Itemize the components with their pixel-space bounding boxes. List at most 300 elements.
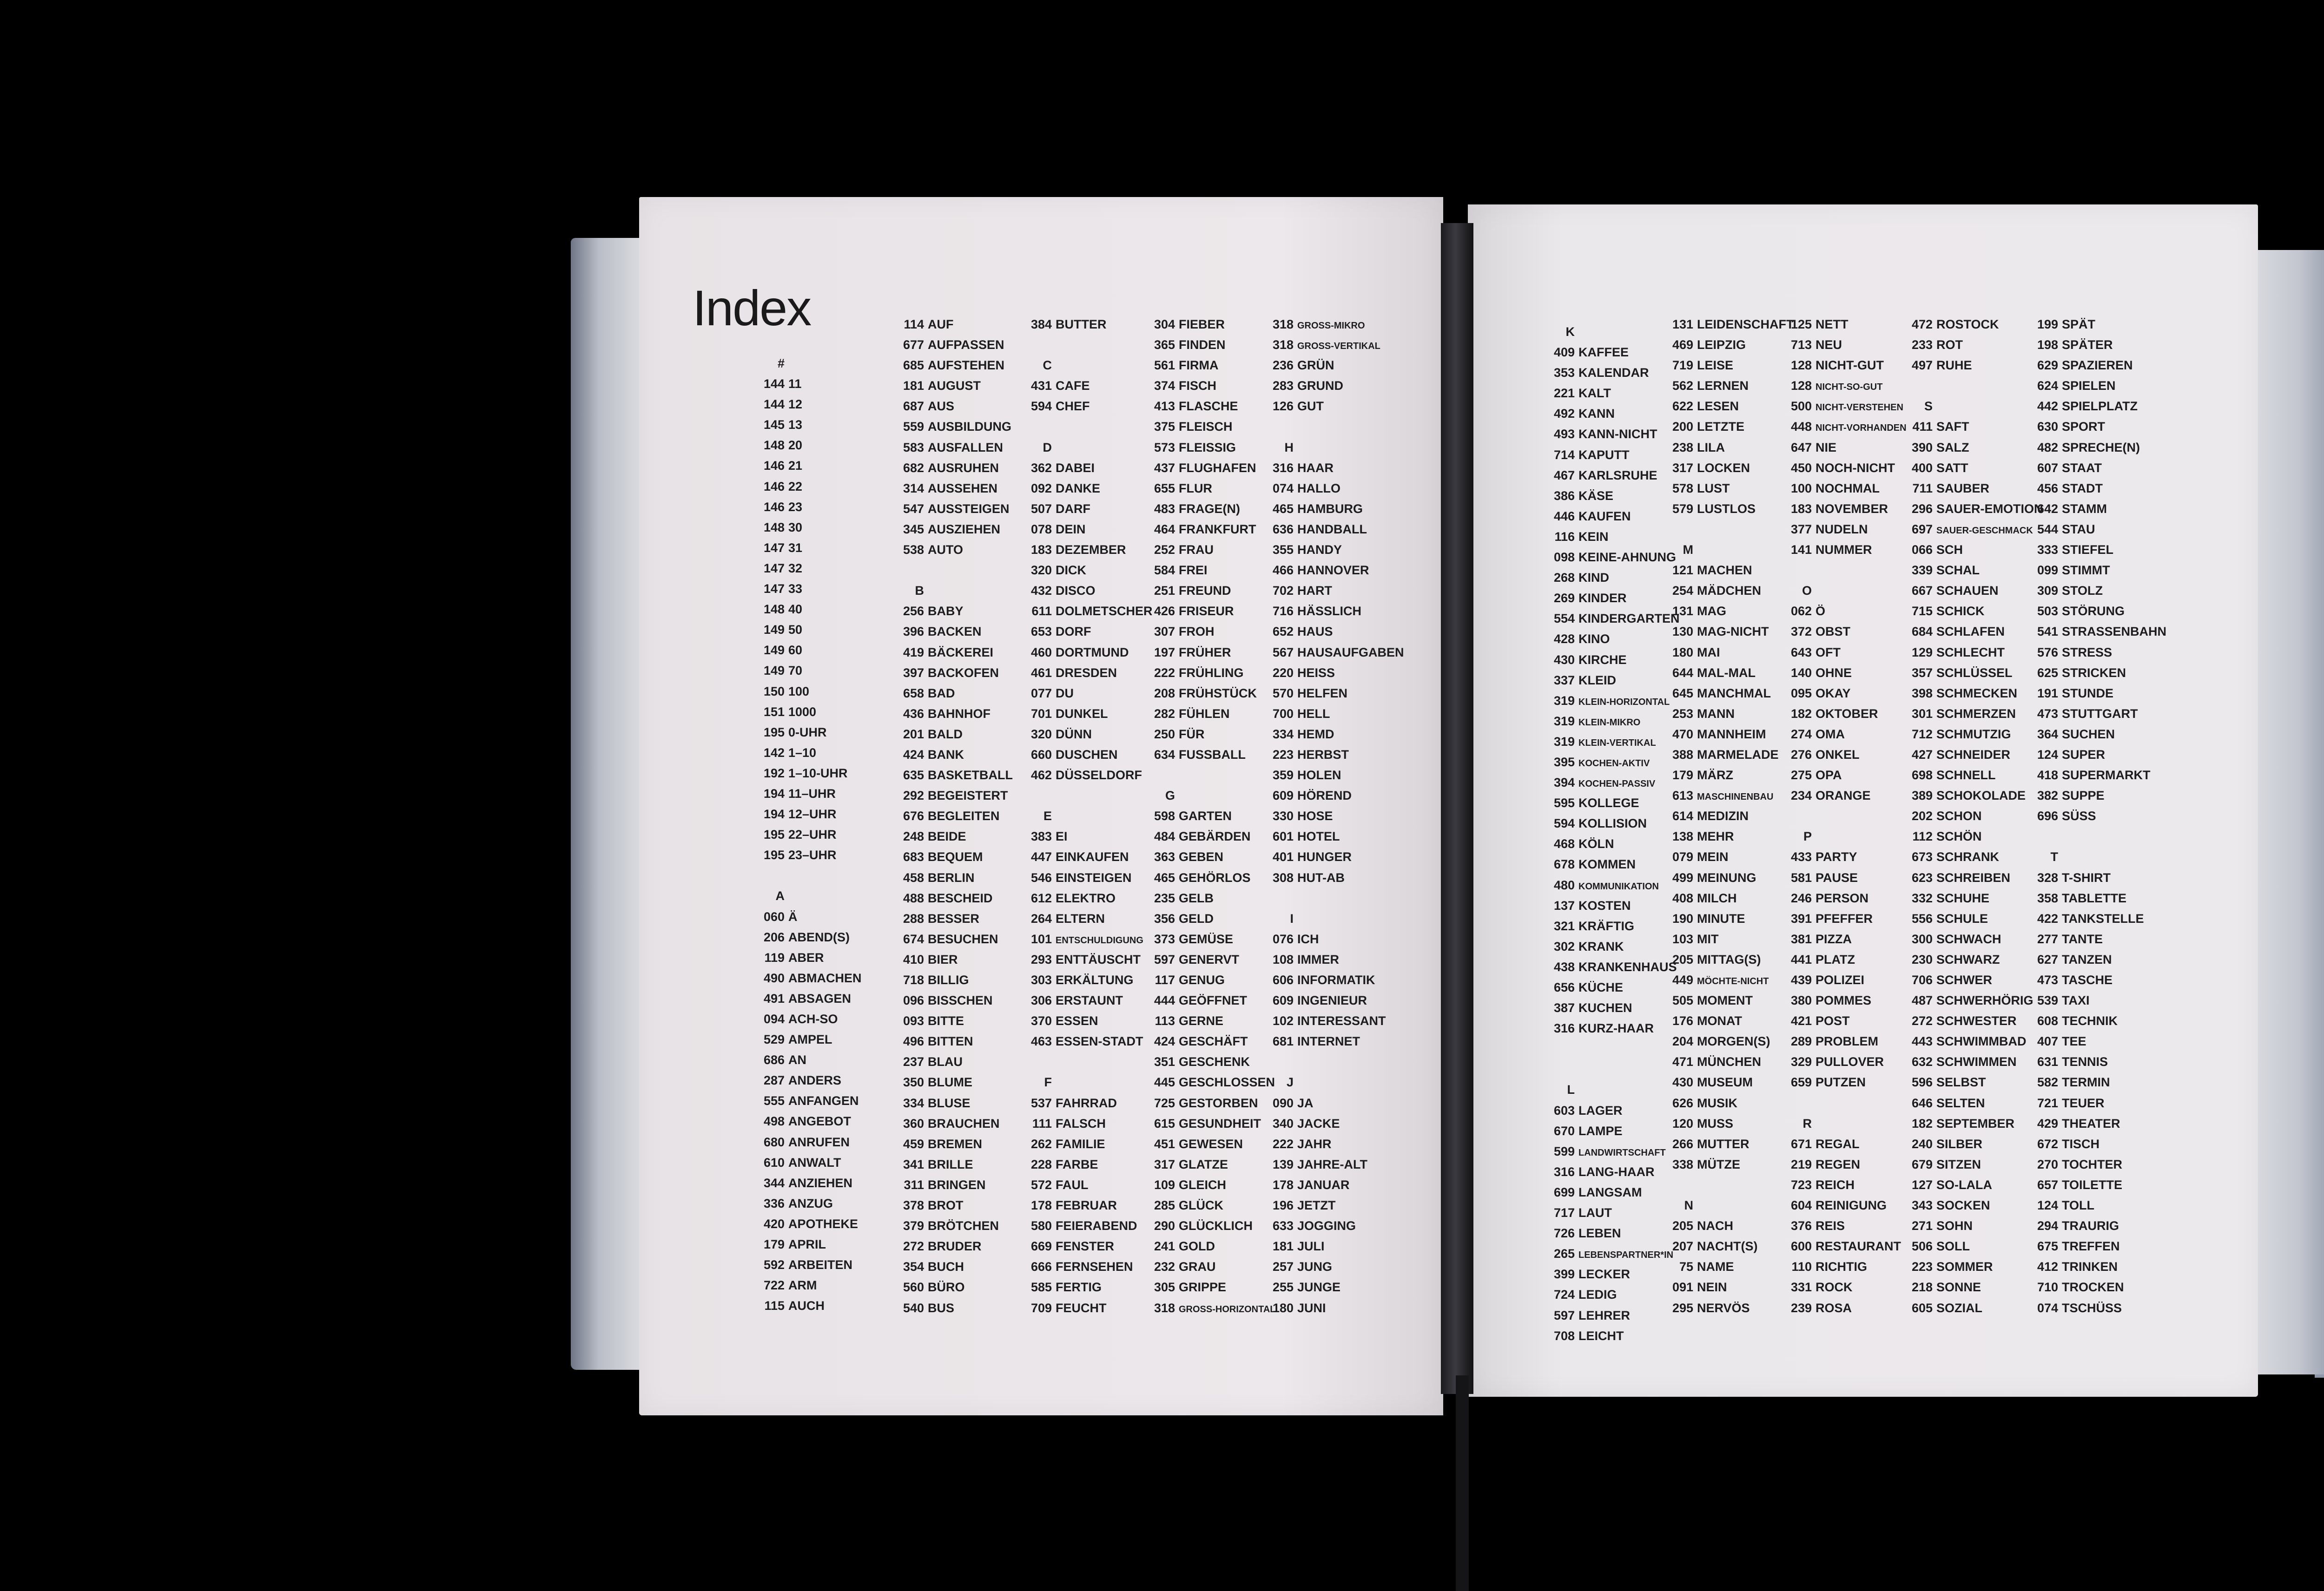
index-entry <box>2027 929 2166 949</box>
entry-number: 75 <box>1679 1260 1693 1274</box>
entry-word: NOCH-NICHT <box>1816 460 1895 475</box>
entry-word: LEBEN <box>1578 1226 1621 1241</box>
entry-word: BÄCKEREI <box>928 645 994 659</box>
entry-number: 726 <box>1553 1226 1575 1241</box>
entry-number: 582 <box>2037 1075 2058 1090</box>
entry-number: 529 <box>763 1032 785 1047</box>
entry-word: SAFT <box>1936 420 1969 434</box>
entry-word: BREMEN <box>928 1137 983 1151</box>
index-entry <box>1780 437 1907 458</box>
index-entry <box>1901 826 2043 847</box>
index-entry <box>753 1132 862 1152</box>
index-entry <box>1143 826 1276 847</box>
entry-number: 682 <box>903 460 924 475</box>
entry-word: BESCHEID <box>928 891 993 905</box>
entry-word: INTERESSANT <box>1297 1014 1386 1028</box>
entry-word: SPRECHE(N) <box>2062 440 2140 454</box>
index-entry <box>1143 499 1276 519</box>
index-entry <box>1262 458 1404 478</box>
index-entry <box>2027 1072 2166 1092</box>
entry-word: GRUND <box>1297 379 1343 393</box>
entry-word: OKAY <box>1816 686 1851 700</box>
entry-number: 116 <box>1554 529 1575 544</box>
index-entry <box>1262 868 1404 888</box>
entry-word: AMPEL <box>788 1032 832 1047</box>
entry-word: DUSCHEN <box>1056 747 1118 762</box>
entry-number: 450 <box>1790 460 1812 475</box>
index-entry <box>2027 499 2166 519</box>
index-entry <box>1901 1154 2043 1175</box>
entry-number: 666 <box>1030 1260 1052 1274</box>
entry-word: FREI <box>1179 563 1208 578</box>
index-entry <box>1020 621 1153 642</box>
index-entry <box>1262 1277 1404 1297</box>
index-entry <box>2027 970 2166 990</box>
entry-number: 603 <box>1553 1103 1575 1118</box>
index-entry <box>1262 826 1404 847</box>
entry-word: ENTSCHULDIGUNG <box>1056 935 1143 946</box>
entry-word: DARF <box>1056 501 1090 516</box>
entry-word: OFT <box>1816 645 1841 659</box>
index-entry <box>753 640 862 660</box>
index-entry <box>892 314 1013 335</box>
index-entry <box>1780 355 1907 375</box>
entry-number: 560 <box>903 1280 924 1295</box>
index-entry <box>1901 1277 2043 1297</box>
entry-number: 537 <box>1030 1096 1052 1110</box>
entry-number: 627 <box>2037 952 2058 966</box>
entry-number: 503 <box>2037 604 2058 618</box>
index-entry <box>1780 663 1907 683</box>
entry-number: 381 <box>1790 932 1812 946</box>
entry-number: 131 <box>1672 604 1693 618</box>
entry-word: BRILLE <box>928 1157 973 1171</box>
index-entry <box>753 1214 862 1234</box>
entry-word: SCHAL <box>1936 563 1980 578</box>
index-entry <box>892 785 1013 806</box>
entry-word: THEATER <box>2062 1116 2120 1131</box>
entry-word: AUSSTEIGEN <box>928 501 1010 516</box>
letter-heading <box>1262 1072 1404 1092</box>
entry-word: FEUCHT <box>1056 1301 1107 1315</box>
entry-word: STAU <box>2062 522 2095 536</box>
index-entry <box>1543 711 1680 731</box>
entry-number: 585 <box>1030 1280 1052 1295</box>
entry-word: DORTMUND <box>1056 645 1129 659</box>
entry-number: 370 <box>1030 1014 1052 1028</box>
letter-heading <box>1662 539 1794 560</box>
index-entry <box>1901 1011 2043 1031</box>
entry-number: 709 <box>1030 1301 1052 1315</box>
index-entry <box>1780 642 1907 663</box>
index-entry <box>1901 1236 2043 1256</box>
entry-number: 232 <box>1154 1260 1175 1274</box>
index-entry <box>1901 416 2043 437</box>
entry-number: 680 <box>763 1135 785 1149</box>
index-entry <box>1143 1052 1276 1072</box>
entry-number: 199 <box>2037 317 2058 331</box>
index-entry <box>1901 560 2043 580</box>
index-entry <box>1780 703 1907 724</box>
entry-word: NEIN <box>1697 1280 1727 1295</box>
entry-number: 442 <box>2037 399 2058 414</box>
entry-word: CHEF <box>1056 399 1090 414</box>
entry-word: SCHWIMMEN <box>1936 1055 2017 1069</box>
entry-number: 544 <box>2037 522 2058 536</box>
index-entry <box>1543 998 1680 1018</box>
index-entry <box>753 1193 862 1214</box>
entry-number: 079 <box>1672 850 1693 864</box>
index-entry <box>1901 868 2043 888</box>
entry-number: 418 <box>2037 768 2058 782</box>
entry-word: GLEICH <box>1179 1177 1227 1192</box>
entry-number: 275 <box>1790 768 1812 782</box>
entry-number: 438 <box>1553 960 1575 974</box>
entry-number: 328 <box>2037 870 2058 885</box>
entry-number: 626 <box>1672 1096 1693 1110</box>
index-entry <box>1262 703 1404 724</box>
index-entry <box>1780 765 1907 785</box>
entry-number: 655 <box>1154 481 1175 495</box>
index-entry <box>1262 519 1404 539</box>
index-entry <box>892 437 1013 458</box>
entry-word: GEBÄRDEN <box>1179 829 1251 844</box>
entry-word: FLEISSIG <box>1179 440 1236 454</box>
entry-word: PUTZEN <box>1816 1075 1866 1090</box>
entry-word: BITTEN <box>928 1034 973 1049</box>
index-entry <box>1543 1203 1680 1223</box>
entry-number: 412 <box>2037 1260 2058 1274</box>
entry-number: 606 <box>1272 973 1294 987</box>
entry-word: KINO <box>1578 632 1610 646</box>
index-entry <box>1901 683 2043 703</box>
index-entry <box>2027 1093 2166 1113</box>
entry-word: SCHWESTER <box>1936 1014 2017 1028</box>
entry-number: 433 <box>1790 850 1812 864</box>
entry-number: 285 <box>1154 1198 1175 1213</box>
entry-word: FRÜHSTÜCK <box>1179 686 1257 700</box>
entry-word: SPIELPLATZ <box>2062 399 2138 414</box>
index-entry <box>2027 1256 2166 1277</box>
entry-number: 233 <box>1911 338 1933 352</box>
entry-word: MUSIK <box>1697 1096 1737 1110</box>
entry-number: 198 <box>2037 338 2058 352</box>
entry-number: 296 <box>1911 501 1933 516</box>
index-entry <box>892 355 1013 375</box>
entry-number: 657 <box>2037 1177 2058 1192</box>
entry-number: 612 <box>1030 891 1052 905</box>
index-entry <box>892 335 1013 355</box>
index-entry <box>1901 580 2043 601</box>
entry-number: 623 <box>1911 870 1933 885</box>
letter-heading <box>1262 908 1404 929</box>
entry-word: 30 <box>788 520 803 534</box>
entry-word: ERSTAUNT <box>1056 993 1123 1008</box>
entry-word: TEE <box>2062 1034 2086 1049</box>
index-entry <box>1020 1134 1153 1154</box>
index-entry <box>753 783 862 804</box>
entry-word: FERTIG <box>1056 1280 1102 1295</box>
entry-number: 151 <box>763 704 785 719</box>
entry-word: FRÜHER <box>1179 645 1231 659</box>
entry-number: 374 <box>1154 379 1175 393</box>
entry-word: HEISS <box>1297 665 1335 680</box>
entry-number: 076 <box>1272 932 1294 946</box>
index-entry <box>1780 888 1907 908</box>
entry-word: FARBE <box>1056 1157 1098 1171</box>
entry-number: 496 <box>903 1034 924 1049</box>
entry-number: 643 <box>1790 645 1812 659</box>
entry-number: 464 <box>1154 522 1175 536</box>
entry-word: ARM <box>788 1278 817 1293</box>
entry-word: SELTEN <box>1936 1096 1985 1110</box>
index-entry <box>1262 621 1404 642</box>
index-entry <box>1543 670 1680 690</box>
entry-number: 472 <box>1911 317 1933 331</box>
index-entry <box>1543 403 1680 424</box>
entry-word: HANNOVER <box>1297 563 1369 578</box>
entry-word: FREUND <box>1179 584 1231 598</box>
entry-number: 428 <box>1553 632 1575 646</box>
index-entry <box>892 929 1013 949</box>
index-entry <box>1662 826 1794 847</box>
index-entry <box>1143 1093 1276 1113</box>
entry-word: MÄDCHEN <box>1697 584 1761 598</box>
entry-word: KRÄFTIG <box>1578 919 1634 933</box>
entry-number: 499 <box>1672 870 1693 885</box>
entry-word: FIEBER <box>1179 317 1225 331</box>
index-entry <box>1543 1182 1680 1203</box>
entry-word: FRISEUR <box>1179 604 1234 618</box>
entry-number: 701 <box>1030 706 1052 721</box>
entry-word: SOMMER <box>1936 1260 1993 1274</box>
spacer <box>1901 375 2043 396</box>
letter-heading-text: N <box>1684 1198 1693 1213</box>
index-entry <box>753 599 862 619</box>
index-entry <box>1020 888 1153 908</box>
entry-number: 681 <box>1272 1034 1294 1049</box>
entry-word: JAHRE-ALT <box>1297 1157 1367 1171</box>
letter-heading-text: O <box>1802 584 1812 598</box>
index-entry <box>892 1154 1013 1175</box>
entry-word: 1–10-UHR <box>788 766 848 780</box>
index-entry <box>753 1070 862 1091</box>
entry-number: 633 <box>1272 1219 1294 1233</box>
entry-word: GESCHÄFT <box>1179 1034 1248 1049</box>
index-entry <box>2027 868 2166 888</box>
entry-number: 702 <box>1272 584 1294 598</box>
entry-word: BLUME <box>928 1075 972 1090</box>
index-entry <box>892 1175 1013 1195</box>
index-entry <box>1662 1134 1794 1154</box>
entry-number: 292 <box>903 789 924 803</box>
entry-word: GLATZE <box>1179 1157 1228 1171</box>
entry-number: 584 <box>1154 563 1175 578</box>
entry-word: JAHR <box>1297 1137 1332 1151</box>
spacer <box>1020 1052 1153 1072</box>
entry-number: 396 <box>903 625 924 639</box>
index-entry <box>2027 703 2166 724</box>
index-entry <box>753 824 862 845</box>
index-entry <box>2027 396 2166 416</box>
entry-number: 319 <box>1553 693 1575 708</box>
entry-number: 658 <box>903 686 924 700</box>
entry-number: 539 <box>2037 993 2058 1008</box>
letter-heading-text: A <box>775 889 785 903</box>
entry-number: 074 <box>2037 1301 2058 1315</box>
index-entry <box>1543 1326 1680 1346</box>
index-entry <box>2027 560 2166 580</box>
letter-heading <box>1143 785 1276 806</box>
entry-word: GLÜCKLICH <box>1179 1219 1253 1233</box>
index-entry <box>1901 355 2043 375</box>
entry-word: BAHNHOF <box>928 706 990 721</box>
index-entry <box>1780 1298 1907 1318</box>
index-entry <box>1262 1093 1404 1113</box>
entry-word: SPÄTER <box>2062 338 2113 352</box>
entry-number: 145 <box>763 418 785 432</box>
entry-number: 078 <box>1030 522 1052 536</box>
entry-word: JUNG <box>1297 1260 1333 1274</box>
entry-number: 555 <box>763 1094 785 1108</box>
entry-word: SÜSS <box>2062 809 2096 823</box>
entry-number: 108 <box>1272 952 1294 966</box>
entry-word: LEISE <box>1697 358 1734 373</box>
entry-number: 178 <box>1272 1177 1294 1192</box>
entry-number: 254 <box>1672 584 1693 598</box>
entry-number: 283 <box>1272 379 1294 393</box>
letter-heading <box>892 580 1013 601</box>
index-entry <box>1543 977 1680 998</box>
index-entry <box>1662 765 1794 785</box>
entry-number: 629 <box>2037 358 2058 373</box>
index-entry <box>2027 888 2166 908</box>
entry-number: 408 <box>1672 891 1693 905</box>
entry-word: PULLOVER <box>1816 1055 1884 1069</box>
entry-word: AUSRUHEN <box>928 460 999 475</box>
entry-number: 262 <box>1030 1137 1052 1151</box>
entry-word: 100 <box>788 684 810 698</box>
entry-word: ABEND(S) <box>788 930 850 944</box>
index-entry <box>1780 1072 1907 1092</box>
entry-number: 465 <box>1272 501 1294 516</box>
index-entry <box>753 1275 862 1295</box>
entry-number: 373 <box>1154 932 1175 946</box>
entry-word: HAMBURG <box>1297 501 1363 516</box>
spacer <box>1262 1052 1404 1072</box>
index-entry <box>1901 642 2043 663</box>
index-entry <box>892 396 1013 416</box>
index-entry <box>1901 806 2043 826</box>
entry-number: 436 <box>903 706 924 721</box>
entry-number: 256 <box>903 604 924 618</box>
index-entry <box>1143 1256 1276 1277</box>
entry-number: 667 <box>1911 584 1933 598</box>
entry-number: 272 <box>1911 1014 1933 1028</box>
entry-word: LAUT <box>1578 1206 1612 1220</box>
index-entry <box>1901 888 2043 908</box>
entry-word: TRINKEN <box>2062 1260 2118 1274</box>
index-entry <box>1780 724 1907 744</box>
index-entry <box>2027 437 2166 458</box>
entry-word: LANDWIRTSCHAFT <box>1578 1147 1666 1158</box>
index-entry <box>753 1111 862 1131</box>
index-entry <box>1543 1141 1680 1162</box>
entry-number: 353 <box>1553 366 1575 380</box>
index-entry <box>1020 580 1153 601</box>
entry-number: 330 <box>1272 809 1294 823</box>
index-entry <box>1020 519 1153 539</box>
index-entry <box>753 435 862 455</box>
entry-number: 301 <box>1911 706 1933 721</box>
entry-number: 378 <box>903 1198 924 1213</box>
letter-heading-text: M <box>1683 543 1693 557</box>
entry-number: 718 <box>903 973 924 987</box>
index-entry <box>892 1011 1013 1031</box>
entry-word: ANZIEHEN <box>788 1176 853 1190</box>
entry-word: AUTO <box>928 543 964 557</box>
entry-word: ROSTOCK <box>1936 317 1999 331</box>
entry-number: 208 <box>1154 686 1175 700</box>
entry-word: BACKOFEN <box>928 665 999 680</box>
entry-number: 183 <box>1790 501 1812 516</box>
index-entry <box>1780 1011 1907 1031</box>
entry-word: NAME <box>1697 1260 1734 1274</box>
index-entry <box>1262 1113 1404 1134</box>
entry-number: 473 <box>2037 706 2058 721</box>
letter-heading-text: R <box>1802 1116 1812 1131</box>
index-entry <box>1262 314 1404 335</box>
index-entry <box>1901 1093 2043 1113</box>
entry-number: 268 <box>1553 571 1575 585</box>
entry-word: FALSCH <box>1056 1116 1106 1131</box>
index-entry <box>1143 1113 1276 1134</box>
index-entry <box>1262 539 1404 560</box>
index-entry <box>1662 703 1794 724</box>
entry-number: 576 <box>2037 645 2058 659</box>
entry-word: SAUBER <box>1936 481 1990 495</box>
entry-number: 350 <box>903 1075 924 1090</box>
entry-number: 462 <box>1030 768 1052 782</box>
entry-number: 684 <box>1911 625 1933 639</box>
index-entry <box>1662 949 1794 970</box>
index-entry <box>1020 1277 1153 1297</box>
index-entry <box>1780 458 1907 478</box>
entry-number: 468 <box>1553 837 1575 851</box>
entry-number: 179 <box>1672 768 1693 782</box>
entry-word: BASKETBALL <box>928 768 1013 782</box>
index-entry <box>892 1298 1013 1318</box>
entry-word: T-SHIRT <box>2062 870 2111 885</box>
index-entry <box>1901 1256 2043 1277</box>
index-entry <box>753 538 862 558</box>
index-entry <box>1143 744 1276 765</box>
entry-number: 201 <box>903 727 924 741</box>
index-entry <box>2027 1031 2166 1052</box>
letter-heading <box>1020 1072 1153 1092</box>
index-entry <box>1543 916 1680 936</box>
entry-number: 124 <box>2037 747 2058 762</box>
entry-number: 062 <box>1790 604 1812 618</box>
index-entry <box>892 1113 1013 1134</box>
entry-word: SPAZIEREN <box>2062 358 2133 373</box>
entry-word: MACHEN <box>1697 563 1752 578</box>
entry-number: 140 <box>1790 665 1812 680</box>
index-entry <box>1262 642 1404 663</box>
index-entry <box>1262 744 1404 765</box>
index-entry <box>2027 1236 2166 1256</box>
entry-word: DRESDEN <box>1056 665 1117 680</box>
